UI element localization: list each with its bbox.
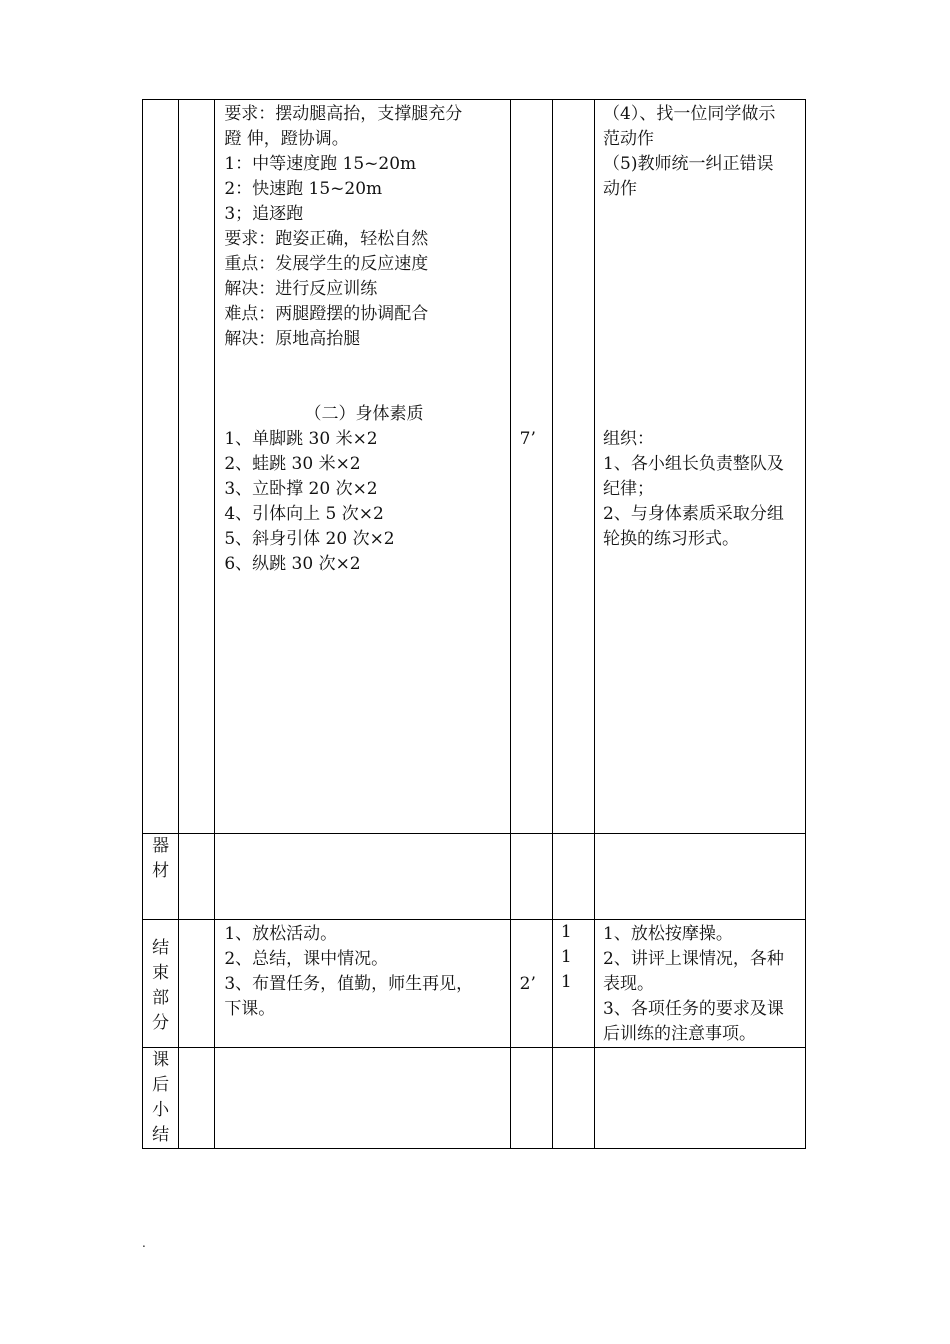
content-line: 3、布置任务，值勤，师生再见， xyxy=(224,974,474,994)
org-line: 2、与身体素质采取分组 xyxy=(603,504,784,524)
count-value: 1 xyxy=(560,922,572,942)
empty-cell xyxy=(215,1048,510,1149)
content-line: 要求：摆动腿高抬，支撑腿充分 xyxy=(224,104,463,124)
label-char: 结 xyxy=(152,938,170,958)
ending-row xyxy=(143,920,806,1048)
org-line: 3、各项任务的要求及课 xyxy=(603,999,784,1019)
summary-label-cell xyxy=(143,1048,179,1149)
org-line: 1、各小组长负责整队及 xyxy=(603,454,784,474)
content-line: 要求：跑姿正确，轻松自然 xyxy=(224,229,429,249)
empty-cell xyxy=(552,834,594,920)
content-line: 4、引体向上 5 次×2 xyxy=(224,504,384,524)
footer-mark: . xyxy=(142,1236,146,1250)
ending-content-cell xyxy=(215,920,510,1048)
empty-cell xyxy=(179,920,215,1048)
content-line: 5、斜身引体 20 次×2 xyxy=(224,529,395,549)
empty-cell xyxy=(595,834,806,920)
content-line: 重点：发展学生的反应速度 xyxy=(224,254,429,274)
label-char: 器 xyxy=(152,836,170,856)
ending-count-cell xyxy=(552,920,594,1048)
content-line: 3；追逐跑 xyxy=(224,204,304,224)
empty-cell xyxy=(552,1048,594,1149)
count-value: 1 xyxy=(560,947,572,967)
empty-cell xyxy=(510,1048,552,1149)
content-line: 1：中等速度跑 15~20m xyxy=(224,154,417,174)
label-char: 后 xyxy=(152,1075,170,1095)
lesson-plan-table xyxy=(142,99,806,1149)
empty-cell xyxy=(595,1048,806,1149)
equipment-row xyxy=(143,834,806,920)
content-line: 1、放松活动。 xyxy=(224,924,338,944)
org-line: 范动作 xyxy=(603,129,655,149)
ending-organization-cell xyxy=(595,920,806,1048)
content-line: 下课。 xyxy=(224,999,276,1019)
label-char: 束 xyxy=(152,963,170,983)
label-char: 分 xyxy=(152,1013,170,1033)
org-line: 1、放松按摩操。 xyxy=(603,924,733,944)
content-line: 1、单脚跳 30 米×2 xyxy=(224,429,378,449)
org-line: 后训练的注意事项。 xyxy=(603,1024,757,1044)
content-line: 解决：原地高抬腿 xyxy=(224,329,361,349)
ending-label-cell xyxy=(143,920,179,1048)
org-line: 动作 xyxy=(603,179,638,199)
content-line: 解决：进行反应训练 xyxy=(224,279,378,299)
ending-time-cell xyxy=(510,920,552,1048)
main-practice-row xyxy=(143,100,806,834)
content-line: 蹬 伸，蹬协调。 xyxy=(224,129,349,149)
org-line: （5)教师统一纠正错误 xyxy=(603,154,774,174)
empty-cell xyxy=(179,1048,215,1149)
section-title: （二）身体素质 xyxy=(304,404,424,424)
empty-cell xyxy=(215,834,510,920)
count-value: 1 xyxy=(560,972,572,992)
org-line: 纪律； xyxy=(603,479,655,499)
spacer xyxy=(224,352,503,402)
spacer xyxy=(603,202,801,427)
org-line: （4）、找一位同学做示 xyxy=(603,104,776,124)
section-label-cell xyxy=(143,100,179,834)
equipment-label-cell xyxy=(143,834,179,920)
time-value: 2’ xyxy=(519,974,536,994)
org-line: 表现。 xyxy=(603,974,655,994)
organization-cell xyxy=(595,100,806,834)
time-value: 7’ xyxy=(519,429,536,449)
org-line: 2、讲评上课情况，各种 xyxy=(603,949,784,969)
label-char: 课 xyxy=(152,1050,170,1070)
empty-cell xyxy=(510,834,552,920)
label-char: 结 xyxy=(152,1125,170,1145)
spacer xyxy=(520,102,546,427)
empty-cell xyxy=(179,834,215,920)
practice-content-cell xyxy=(215,100,510,834)
content-line: 2、蛙跳 30 米×2 xyxy=(224,454,361,474)
content-line: 3、立卧撑 20 次×2 xyxy=(224,479,378,499)
label-char: 材 xyxy=(152,861,170,881)
org-line: 轮换的练习形式。 xyxy=(603,529,740,549)
sub-label-cell xyxy=(179,100,215,834)
summary-row xyxy=(143,1048,806,1149)
content-line: 6、纵跳 30 次×2 xyxy=(224,554,361,574)
label-char: 小 xyxy=(152,1100,170,1120)
label-char: 部 xyxy=(152,988,170,1008)
content-line: 2、总结，课中情况。 xyxy=(224,949,389,969)
spacer xyxy=(143,920,178,936)
spacer xyxy=(520,922,546,972)
time-cell xyxy=(510,100,552,834)
content-line: 2：快速跑 15~20m xyxy=(224,179,383,199)
count-cell xyxy=(552,100,594,834)
org-line: 组织： xyxy=(603,429,655,449)
content-line: 难点：两腿蹬摆的协调配合 xyxy=(224,304,429,324)
